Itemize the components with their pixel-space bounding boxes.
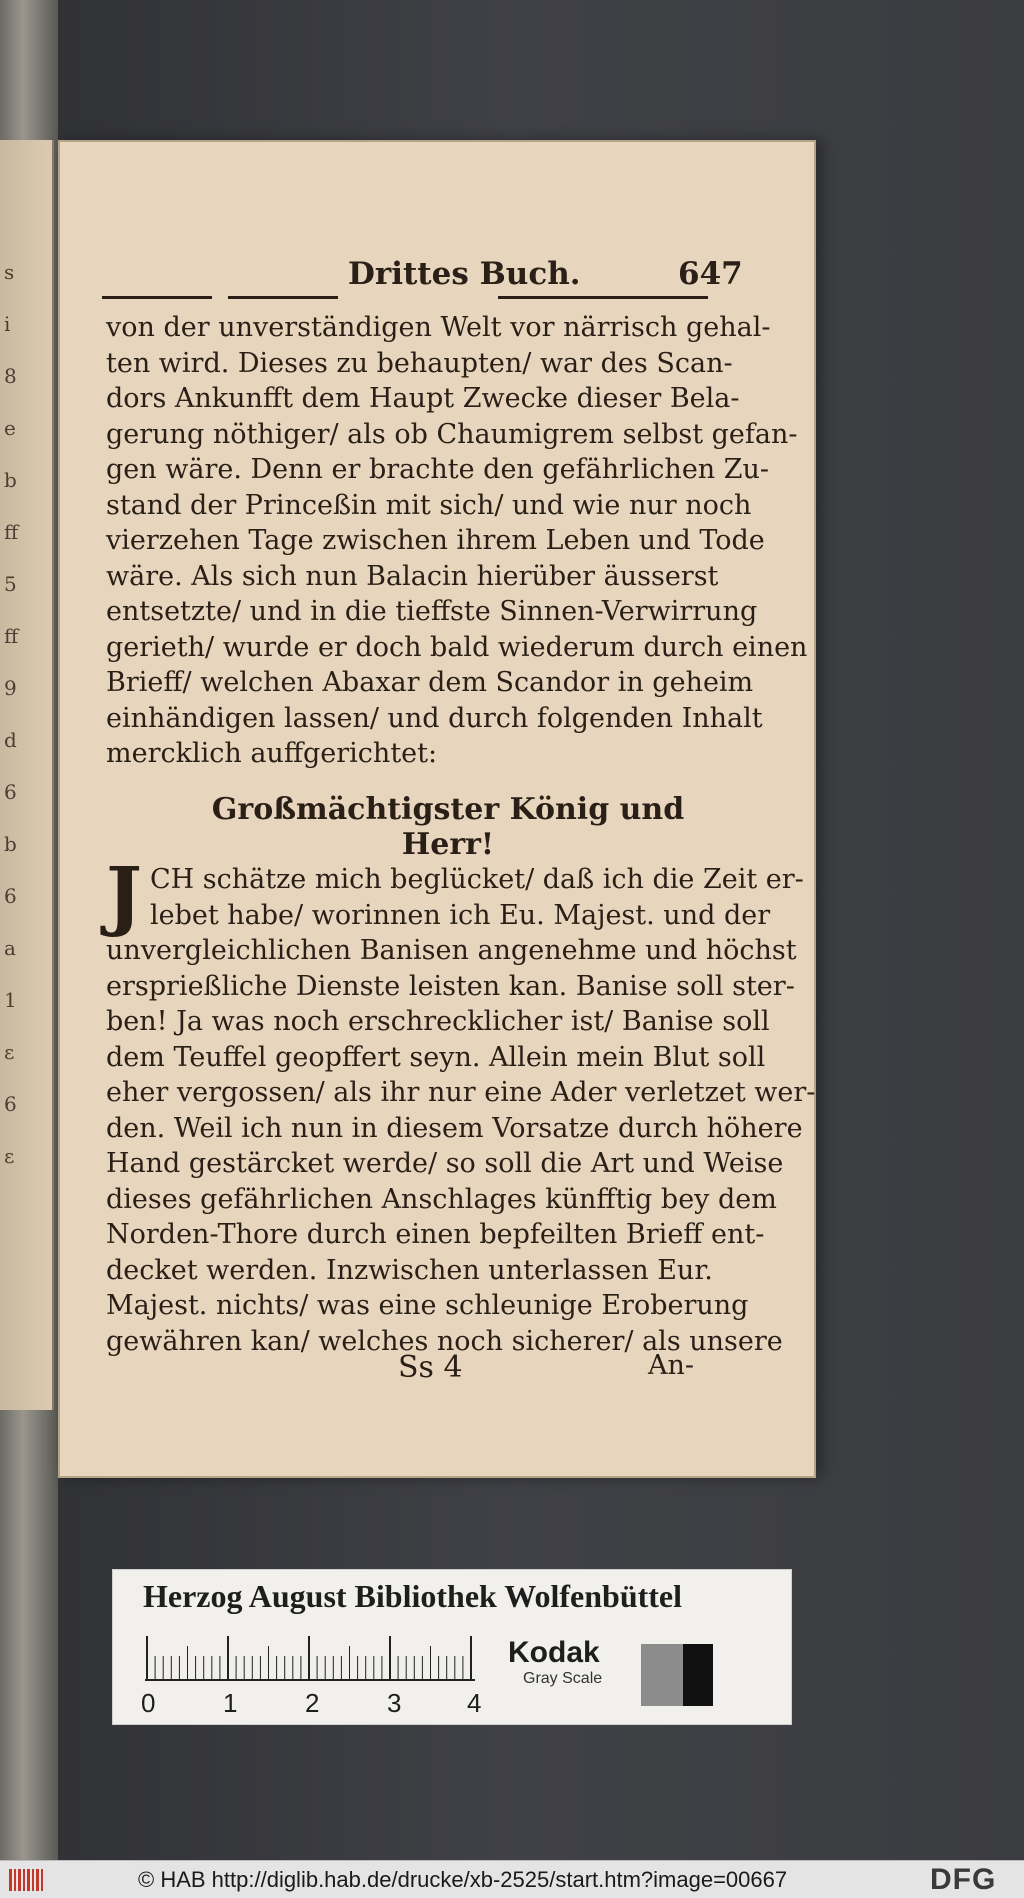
text-line: Brieff/ welchen Abaxar dem Scandor in geheim [106,667,754,698]
copyright-url: © HAB http://diglib.hab.de/drucke/xb-2525/start.htm?image=00667 [138,1867,788,1892]
left-page-fragment: i [4,312,11,336]
text-line: Hand gestärcket werde/ so soll die Art und Weise [106,1148,784,1179]
left-page-fragment: 9 [4,676,17,700]
ruler-number: 0 [141,1688,156,1718]
text-line: CH schätze mich beglücket/ daß ich die Zeit er- [149,864,804,895]
text-line: gen wäre. Denn er brachte den gefährlichen Zu- [106,454,770,485]
text-line: ersprießliche Dienste leisten kan. Banise soll ster- [106,970,795,1002]
header-rule-mid [228,296,338,299]
text-line: entsetzte/ und in die tieffste Sinnen-Verwirrung [106,596,758,627]
text-line: stand der Princeßin mit sich/ und wie nur noch [106,489,752,521]
body-paragraph [106,310,808,772]
text-line: Majest. nichts/ was eine schleunige Eroberung [106,1290,749,1321]
kodak-logo: Kodak [508,1636,600,1669]
running-header: Drittes Buch. [348,256,581,292]
left-page-fragment: b [4,468,17,492]
text-line: gewähren kan/ welches noch sicherer/ als unsere [106,1325,783,1357]
scale-ruler [145,1636,475,1682]
header-rule-right [498,296,708,299]
dfg-logo: DFG [930,1863,997,1896]
text-line: mercklich auffgerichtet: [106,738,438,769]
left-page-fragment: 6 [4,780,17,804]
text-line: dieses gefährlichen Anschlages künfftig bey dem [106,1183,777,1215]
left-page-fragment: s [4,260,15,284]
text-line: den. Weil ich nun in diesem Vorsatze durch höhere [106,1112,803,1144]
text-line: dors Ankunfft dem Haupt Zwecke dieser Bela- [106,383,740,414]
left-page-fragment: e [4,416,16,440]
text-line: ben! Ja was noch erschrecklicher ist/ Banise soll [106,1006,770,1037]
catchword: An- [648,1350,695,1381]
text-line: gerung nöthiger/ als ob Chaumigrem selbst gefan- [106,418,798,450]
left-page-fragment: 6 [4,1092,17,1116]
text-line: gerieth/ wurde er doch bald wiederum durch einen [106,631,808,663]
text-line: unvergleichlichen Banisen angenehme und höchst [106,935,797,966]
gray-patch [641,1644,683,1706]
black-patch [683,1644,713,1706]
left-page-fragment: 8 [4,364,17,388]
left-page-fragment: ɛ [4,1144,15,1168]
left-page-fragment: b [4,832,17,856]
header-rule-left [102,296,212,299]
library-name: Herzog August Bibliothek Wolfenbüttel [143,1578,683,1614]
left-page-fragment: 1 [4,988,17,1012]
ruler-number: 3 [387,1688,402,1718]
left-page-fragment: ff [4,624,19,648]
text-line: ten wird. Dieses zu behaupten/ war des Scan- [106,347,733,379]
left-page-fragment: ff [4,520,19,544]
ruler-number: 4 [467,1688,482,1718]
left-page-fragment: 6 [4,884,17,908]
text-line: decket werden. Inzwischen unterlassen Eur. [106,1254,713,1286]
text-line: wäre. Als sich nun Balacin hierüber äusserst [106,560,719,592]
gray-scale-label: Gray Scale [523,1670,603,1687]
left-page-fragment: a [4,936,16,960]
text-line: vierzehen Tage zwischen ihrem Leben und Tode [106,525,765,556]
text-line: lebet habe/ worinnen ich Eu. Majest. und der [149,899,771,931]
ruler-number: 1 [223,1688,238,1718]
left-page-fragment: 5 [4,572,17,596]
text-line: von der unverständigen Welt vor närrisch gehal- [106,312,771,343]
text-line: Norden-Thore durch einen bepfeilten Brieff ent- [106,1219,765,1250]
footer-bar [0,1860,1024,1898]
letter-salutation: Großmächtigster König und Herr! [211,792,685,862]
letter-body [106,850,816,1359]
barcode-icon [8,1867,48,1893]
left-page-fragment: d [4,728,17,752]
color-calibration-card [112,1569,792,1725]
text-line: dem Teuffel geopffert seyn. Allein mein Blut soll [106,1041,766,1073]
drop-capital: J [106,850,142,939]
text-line: einhändigen lassen/ und durch folgenden Inhalt [106,702,763,734]
page-number: 647 [678,256,743,292]
ruler-number: 2 [305,1688,320,1718]
left-page-fragment: ɛ [4,1040,15,1064]
left-page-edge [0,140,54,1410]
signature-mark: Ss 4 [398,1350,463,1385]
text-line: eher vergossen/ als ihr nur eine Ader verletzet wer- [106,1077,816,1108]
book-page [58,140,816,1478]
